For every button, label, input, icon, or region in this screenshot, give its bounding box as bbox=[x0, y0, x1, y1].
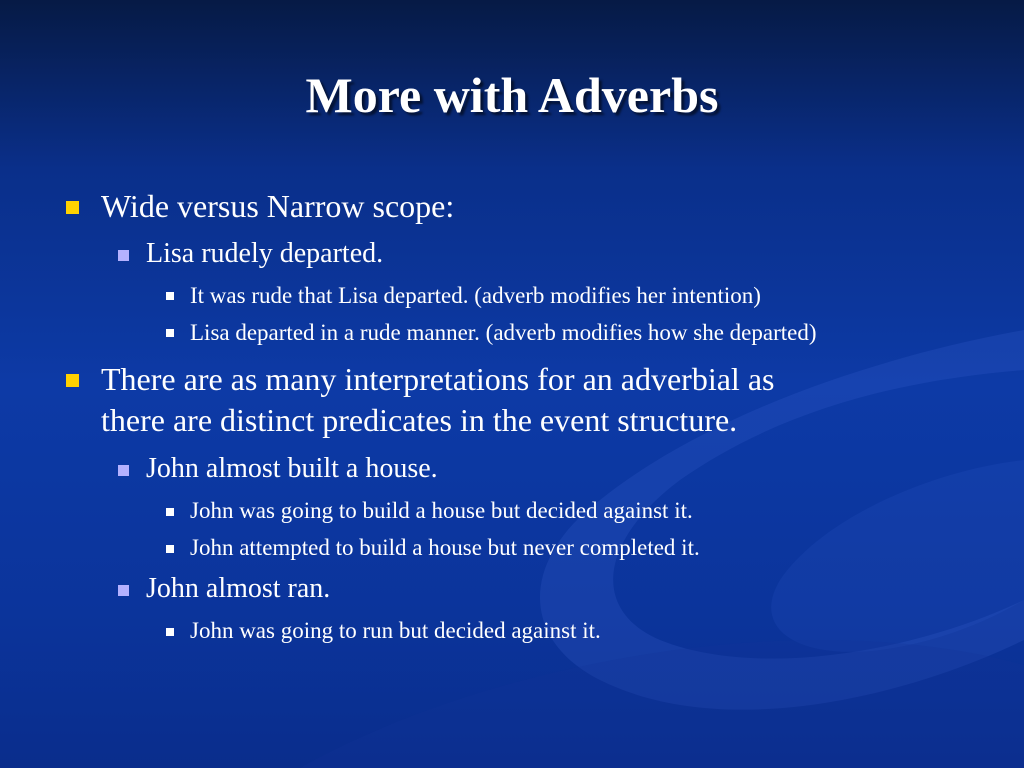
bullet-rude-manner: Lisa departed in a rude manner. (adverb modifies how she departed) bbox=[190, 320, 817, 345]
bullet-going-to-run: John was going to run but decided against it. bbox=[190, 618, 601, 643]
level3-bullet-icon bbox=[166, 545, 174, 553]
bullet-attempted-to-build: John attempted to build a house but never completed it. bbox=[190, 535, 700, 560]
bullet-john-almost-built: John almost built a house. bbox=[146, 453, 438, 484]
level3-bullet-icon bbox=[166, 508, 174, 516]
bullet-wide-narrow-scope: Wide versus Narrow scope: bbox=[101, 188, 455, 224]
bullet-lisa-rudely-departed: Lisa rudely departed. bbox=[146, 238, 384, 269]
bullet-john-almost-ran: John almost ran. bbox=[146, 573, 331, 604]
level2-bullet-icon bbox=[118, 585, 129, 596]
level3-bullet-icon bbox=[166, 628, 174, 636]
bullet-rude-that-lisa-departed: It was rude that Lisa departed. (adverb modifies her intention) bbox=[190, 283, 761, 308]
bullet-interpretations-line2: there are distinct predicates in the event structure. bbox=[101, 402, 738, 438]
level1-bullet-icon bbox=[66, 201, 79, 214]
level1-bullet-icon bbox=[66, 374, 79, 387]
level3-bullet-icon bbox=[166, 329, 174, 337]
bullet-going-to-build: John was going to build a house but decided against it. bbox=[190, 498, 693, 523]
level2-bullet-icon bbox=[118, 250, 129, 261]
level2-bullet-icon bbox=[118, 465, 129, 476]
slide-title: More with Adverbs bbox=[305, 67, 719, 123]
bullet-interpretations-line1: There are as many interpretations for an adverbial as bbox=[101, 361, 775, 397]
level3-bullet-icon bbox=[166, 292, 174, 300]
